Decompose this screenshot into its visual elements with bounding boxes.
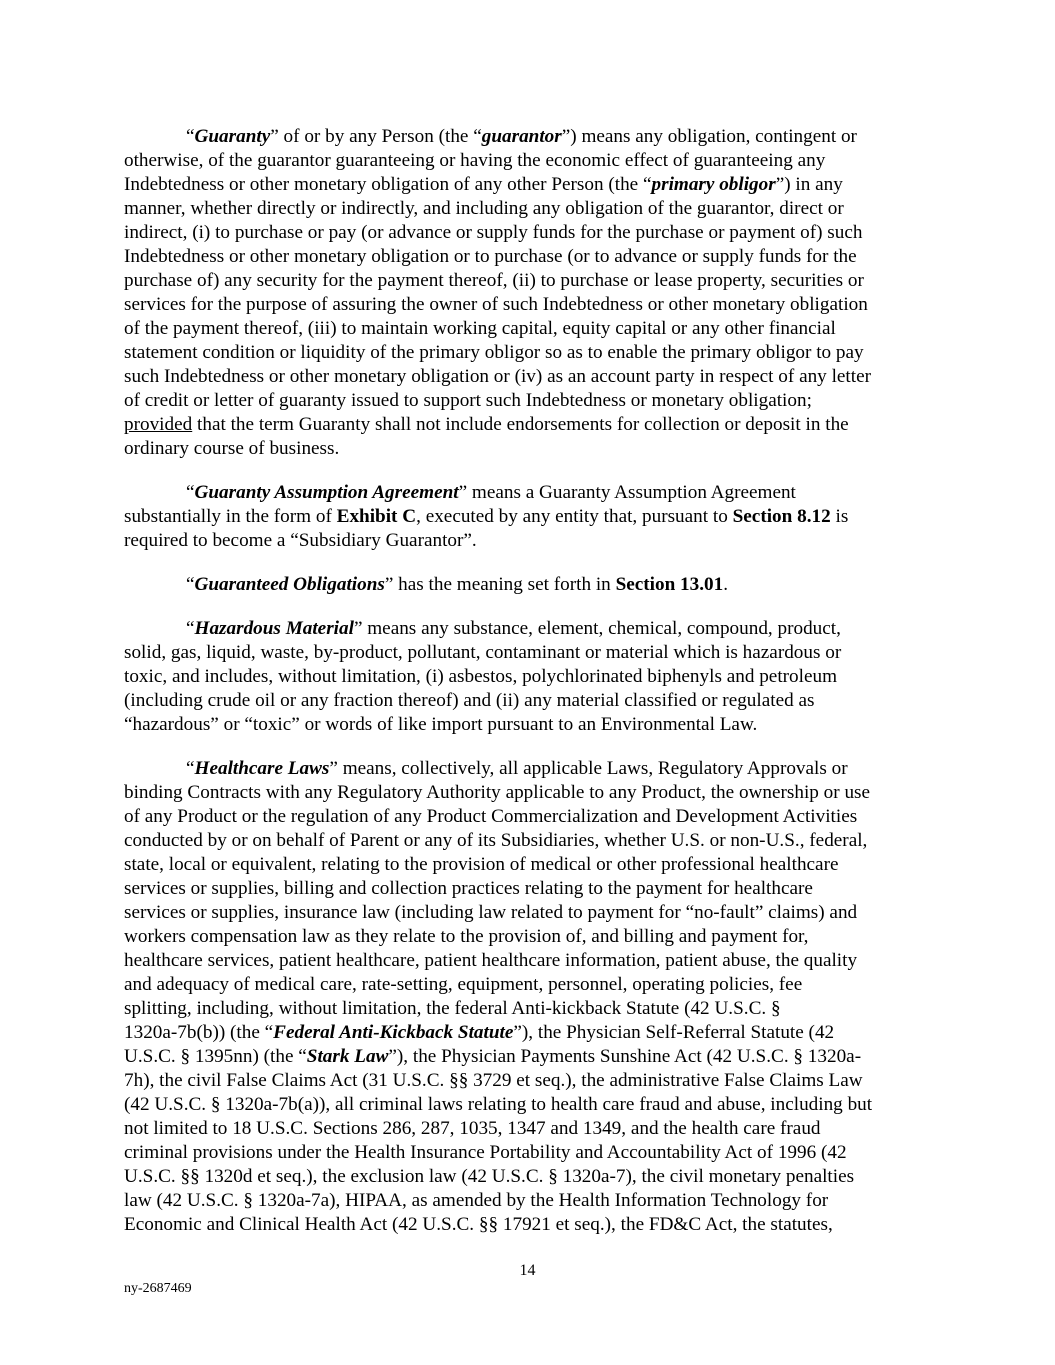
defined-term: Guaranty Assumption Agreement bbox=[194, 482, 459, 503]
text-run: services or supplies, insurance law (including law related to payment for “no-fault” claims) and bbox=[124, 902, 858, 923]
text-line bbox=[124, 573, 944, 597]
text-line bbox=[124, 1021, 944, 1045]
definition-paragraph bbox=[124, 125, 944, 461]
page-number: 14 bbox=[519, 1262, 536, 1279]
definition-paragraph bbox=[124, 573, 944, 597]
text-run: ” means, collectively, all applicable Laws, Regulatory Approvals or bbox=[329, 758, 848, 779]
text-line bbox=[124, 853, 944, 877]
text-run: ” means any substance, element, chemical, compound, product, bbox=[353, 618, 841, 639]
defined-term: Hazardous Material bbox=[194, 618, 354, 639]
text-run: law (42 U.S.C. § 1320a-7a), HIPAA, as amended by the Health Information Technology for bbox=[124, 1190, 829, 1211]
text-line bbox=[124, 713, 944, 737]
text-run: is bbox=[830, 506, 849, 527]
text-line bbox=[124, 125, 944, 149]
text-run: such Indebtedness or other monetary obligation or (iv) as an account party in respect of any letter bbox=[124, 366, 871, 387]
text-line bbox=[124, 805, 944, 829]
text-run: ”) means any obligation, contingent or bbox=[561, 126, 857, 147]
text-line bbox=[124, 413, 944, 437]
text-line bbox=[124, 925, 944, 949]
text-line bbox=[124, 829, 944, 853]
text-line bbox=[124, 269, 944, 293]
text-line bbox=[124, 949, 944, 973]
text-line bbox=[124, 1165, 944, 1189]
text-run: Indebtedness or other monetary obligation of any other Person (the “ bbox=[124, 174, 652, 195]
text-run: (42 U.S.C. § 1320a-7b(a)), all criminal laws relating to health care fraud and abuse, including but bbox=[124, 1094, 873, 1115]
text-run: Economic and Clinical Health Act (42 U.S.C. §§ 17921 et seq.), the FD&C Act, the statutes, bbox=[124, 1214, 833, 1235]
text-line bbox=[124, 293, 944, 317]
text-run: of any Product or the regulation of any Product Commercialization and Development Activities bbox=[124, 806, 858, 827]
text-run: healthcare services, patient healthcare, patient healthcare information, patient abuse, the quality bbox=[124, 950, 858, 971]
text-run: U.S.C. §§ 1320d et seq.), the exclusion law (42 U.S.C. § 1320a-7), the civil monetary penalties bbox=[124, 1166, 855, 1187]
text-run: . bbox=[723, 574, 729, 595]
text-run: ” has the meaning set forth in bbox=[384, 574, 616, 595]
underlined-text: provided bbox=[124, 414, 193, 435]
text-line bbox=[124, 221, 944, 245]
text-run: of credit or letter of guaranty issued to support such Indebtedness or monetary obligation; bbox=[124, 390, 812, 411]
document-id: ny-2687469 bbox=[124, 1281, 192, 1296]
text-line bbox=[124, 245, 944, 269]
text-run: solid, gas, liquid, waste, by-product, pollutant, contaminant or material which is hazardous or bbox=[124, 642, 842, 663]
text-line bbox=[124, 317, 944, 341]
text-run: 1320a-7b(b)) (the “ bbox=[124, 1022, 274, 1043]
text-run: splitting, including, without limitation, the federal Anti-kickback Statute (42 U.S.C. § bbox=[124, 998, 781, 1019]
text-run: statement condition or liquidity of the primary obligor so as to enable the primary obligor to pay bbox=[124, 342, 864, 363]
text-run: “ bbox=[186, 574, 195, 595]
defined-term: Guaranteed Obligations bbox=[194, 574, 385, 595]
document-body bbox=[124, 125, 944, 1257]
text-line bbox=[124, 781, 944, 805]
text-line bbox=[124, 389, 944, 413]
text-run: “ bbox=[186, 126, 195, 147]
text-run: purchase of) any security for the payment thereof, (ii) to purchase or lease property, securities or bbox=[124, 270, 864, 291]
defined-term: Guaranty bbox=[194, 126, 271, 147]
text-line bbox=[124, 1117, 944, 1141]
text-run: ” of or by any Person (the “ bbox=[270, 126, 482, 147]
text-line bbox=[124, 173, 944, 197]
text-run: , executed by any entity that, pursuant to bbox=[416, 506, 733, 527]
text-run: ”), the Physician Self-Referral Statute (42 bbox=[513, 1022, 835, 1043]
text-line bbox=[124, 1069, 944, 1093]
reference: Section 8.12 bbox=[732, 506, 831, 527]
text-line bbox=[124, 481, 944, 505]
definition-paragraph bbox=[124, 757, 944, 1237]
text-run: required to become a “Subsidiary Guarantor”. bbox=[124, 530, 477, 551]
text-run: criminal provisions under the Health Insurance Portability and Accountability Act of 1996 (42 bbox=[124, 1142, 847, 1163]
text-run: binding Contracts with any Regulatory Authority applicable to any Product, the ownership or use bbox=[124, 782, 871, 803]
text-run: otherwise, of the guarantor guaranteeing or having the economic effect of guaranteeing any bbox=[124, 150, 826, 171]
definition-paragraph bbox=[124, 481, 944, 553]
text-run: “ bbox=[186, 758, 195, 779]
text-run: ”), the Physician Payments Sunshine Act (42 U.S.C. § 1320a- bbox=[388, 1046, 862, 1067]
defined-term: Healthcare Laws bbox=[194, 758, 330, 779]
text-line bbox=[124, 973, 944, 997]
text-line bbox=[124, 641, 944, 665]
text-run: conducted by or on behalf of Parent or any of its Subsidiaries, whether U.S. or non-U.S., federal, bbox=[124, 830, 868, 851]
text-run: substantially in the form of bbox=[124, 506, 337, 527]
text-run: “ bbox=[186, 482, 195, 503]
text-line bbox=[124, 877, 944, 901]
text-line bbox=[124, 341, 944, 365]
text-run: U.S.C. § 1395nn) (the “ bbox=[124, 1046, 307, 1067]
reference: Exhibit C bbox=[336, 506, 417, 527]
text-line bbox=[124, 529, 944, 553]
text-run: indirect, (i) to purchase or pay (or advance or supply funds for the purchase or payment of) such bbox=[124, 222, 863, 243]
defined-term: Stark Law bbox=[306, 1046, 389, 1067]
text-run: services for the purpose of assuring the owner of such Indebtedness or other monetary obligation bbox=[124, 294, 868, 315]
text-line bbox=[124, 197, 944, 221]
text-line bbox=[124, 757, 944, 781]
text-line bbox=[124, 1045, 944, 1069]
text-run: manner, whether directly or indirectly, and including any obligation of the guarantor, direct or bbox=[124, 198, 844, 219]
text-run: ”) in any bbox=[775, 174, 843, 195]
text-run: (including crude oil or any fraction thereof) and (ii) any material classified or regulated as bbox=[124, 690, 815, 711]
text-run: “ bbox=[186, 618, 195, 639]
text-line bbox=[124, 997, 944, 1021]
text-run: that the term Guaranty shall not include endorsements for collection or deposit in the bbox=[192, 414, 849, 435]
text-run: of the payment thereof, (iii) to maintain working capital, equity capital or any other financial bbox=[124, 318, 836, 339]
text-line bbox=[124, 1213, 944, 1237]
defined-term: primary obligor bbox=[651, 174, 776, 195]
text-line bbox=[124, 1093, 944, 1117]
text-line bbox=[124, 505, 944, 529]
text-line bbox=[124, 149, 944, 173]
text-run: ” means a Guaranty Assumption Agreement bbox=[458, 482, 796, 503]
text-run: “hazardous” or “toxic” or words of like import pursuant to an Environmental Law. bbox=[124, 714, 758, 735]
text-run: state, local or equivalent, relating to the provision of medical or other professional healthcare bbox=[124, 854, 839, 875]
text-line bbox=[124, 689, 944, 713]
text-run: not limited to 18 U.S.C. Sections 286, 287, 1035, 1347 and 1349, and the health care fraud bbox=[124, 1118, 821, 1139]
text-run: services or supplies, billing and collection practices relating to the payment for healthcare bbox=[124, 878, 813, 899]
text-run: 7h), the civil False Claims Act (31 U.S.C. §§ 3729 et seq.), the administrative False Claims Law bbox=[124, 1070, 863, 1091]
text-line bbox=[124, 665, 944, 689]
text-line bbox=[124, 901, 944, 925]
reference: Section 13.01 bbox=[615, 574, 724, 595]
text-line bbox=[124, 617, 944, 641]
defined-term: Federal Anti-Kickback Statute bbox=[273, 1022, 514, 1043]
definition-paragraph bbox=[124, 617, 944, 737]
defined-term: guarantor bbox=[481, 126, 562, 147]
text-run: workers compensation law as they relate to the provision of, and billing and payment for, bbox=[124, 926, 809, 947]
text-line bbox=[124, 1189, 944, 1213]
text-run: ordinary course of business. bbox=[124, 438, 340, 459]
text-run: toxic, and includes, without limitation, (i) asbestos, polychlorinated biphenyls and petroleum bbox=[124, 666, 838, 687]
text-run: Indebtedness or other monetary obligation or to purchase (or to advance or supply funds for the bbox=[124, 246, 857, 267]
text-run: and adequacy of medical care, rate-setting, equipment, personnel, operating policies, fee bbox=[124, 974, 803, 995]
text-line bbox=[124, 437, 944, 461]
text-line bbox=[124, 1141, 944, 1165]
text-line bbox=[124, 365, 944, 389]
